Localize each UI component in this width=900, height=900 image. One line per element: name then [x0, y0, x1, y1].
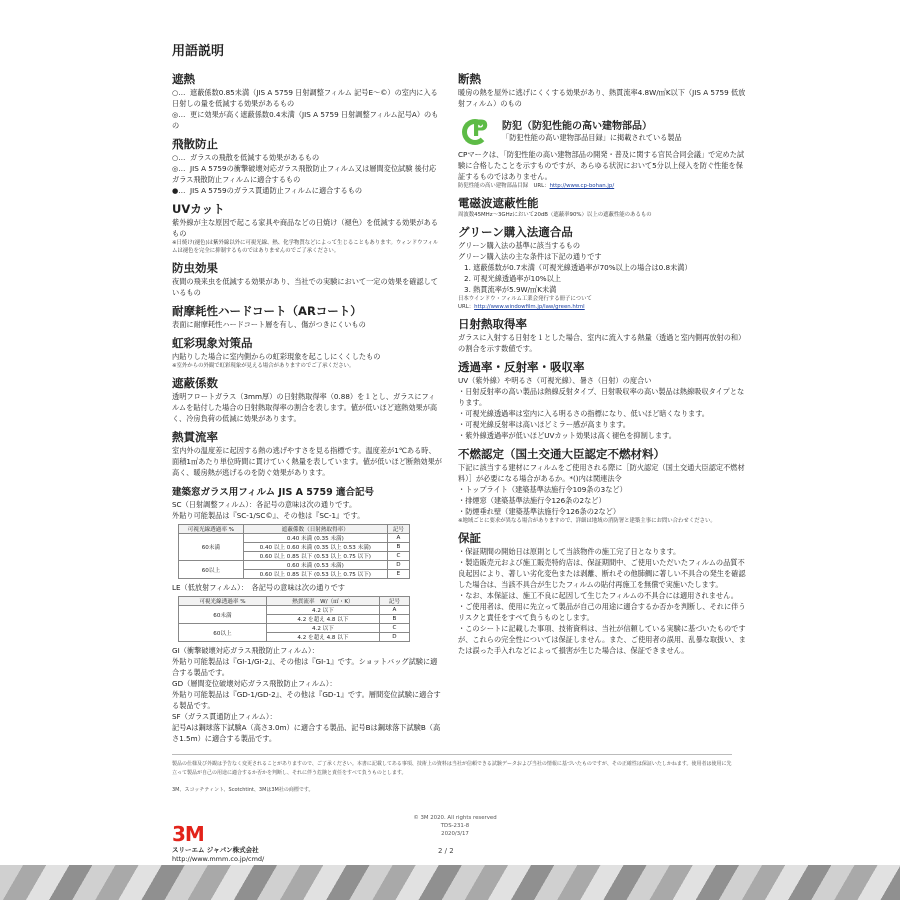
- table-cell: 60以上: [179, 624, 267, 642]
- section-title-green: グリーン購入法適合品: [458, 225, 573, 239]
- crime-url-link[interactable]: http://www.cp-bohan.jp/: [549, 183, 615, 189]
- table-header-row: [179, 597, 410, 606]
- sf-label: SF（ガラス貫通防止フィルム）：: [172, 712, 277, 721]
- page-title: 用語説明: [172, 44, 225, 59]
- page-number: 2 / 2: [438, 847, 454, 855]
- uv-text: 紫外線が主な原因で起こる家具や商品などの日焼け（褪色）を低減する効果があるもの: [172, 218, 438, 238]
- section-title-scatter: 飛散防止: [172, 137, 218, 151]
- trademark-text: 3M、スコッチティント、Scotchtint、3Mは3M社の商標です。: [172, 787, 314, 793]
- fireproof-item: ・排煙窓（建築基準法施行令126条の2など）: [458, 496, 606, 505]
- rainbow-note: ※室外からの外観で虹彩現象が見える場合がありますのでご了承ください。: [172, 363, 355, 369]
- company-block: [172, 846, 264, 864]
- section-title-fireproof: 不燃認定（国土交通大臣認定不燃材料）: [458, 447, 665, 461]
- warranty-line: ・ご使用者は、使用に先立って製品が自己の用途に適合するか否かを判断し、それに伴うリスクと責任をすべて負うものとします。: [458, 602, 746, 622]
- table-header-cell: 記号: [387, 525, 409, 534]
- doc-number: TDS-231-8: [440, 823, 470, 829]
- shading-item-1: ○… 遮蔽係数0.85未満（JIS A 5759 日射調整フィルム 記号E〜©）の室内に入る日射しの量を低減する効果があるもの: [172, 88, 438, 108]
- fireproof-note: ※地域ごとに要求が異なる場合がありますので、詳細は地域の消防署と建築主事にお問い合わせください。: [458, 518, 716, 524]
- brand-logo: 3M: [172, 822, 204, 846]
- section-title-emi: 電磁波遮蔽性能: [458, 196, 539, 210]
- shading-coef-text: 透明フロートガラス（3mm厚）の日射熱取得率（0.88）を１とし、ガラスにフィルムを貼付した場合の日射熱取得率の割合を表します。値が低いほど遮熱効果が高く、冷房負荷の低減に効果があります。: [172, 392, 438, 423]
- scatter-item-3: ●… JIS A 5759のガラス貫通防止フィルムに適合するもの: [172, 186, 363, 195]
- table-cell: 4.2 以下: [266, 606, 379, 615]
- trans-line: ・日射反射率の高い製品は熱線反射タイプ、日射吸収率の高い製品は熱線吸収タイプとなります。: [458, 387, 745, 407]
- gd-text: 外貼り可能製品は『GD-1/GD-2』、その他は『GD-1』です。層間変位試験に適合する製品です。: [172, 690, 441, 710]
- green-url-line: URL：http://www.windowfilm.jp/law/green.html: [458, 304, 585, 310]
- table-cell: A: [379, 606, 409, 615]
- decorative-band: [0, 865, 900, 900]
- copyright-text: © 3M 2020. All rights reserved: [413, 815, 497, 821]
- warranty-line: ・保証期間の開始日は原則として当該物件の施工完了日となります。: [458, 547, 681, 556]
- table-cell: 60未満: [179, 534, 244, 561]
- section-title-jis: 建築窓ガラス用フィルム JIS A 5759 適合記号: [172, 487, 375, 498]
- crime-url-line: 防犯性能の高い建物部品目録 URL：http://www.cp-bohan.jp/: [458, 183, 615, 189]
- green-line: グリーン購入法の基準に該当するもの: [458, 241, 581, 250]
- section-title-bug: 防虫効果: [172, 261, 218, 275]
- table-row: [179, 534, 410, 543]
- company-url[interactable]: http://www.mmm.co.jp/cmd/: [172, 855, 265, 863]
- right-column: [458, 66, 748, 656]
- trans-line: ・可視光線反射率は高いほどミラー感が高まります。: [458, 420, 630, 429]
- green-line: グリーン購入法の主な条件は下記の通りです: [458, 252, 602, 261]
- table-cell: C: [387, 552, 409, 561]
- gd-label: GD（層間変位破壊対応ガラス飛散防止フィルム）：: [172, 679, 337, 688]
- table-header-cell: 遮蔽係数（日射熱取得率）: [243, 525, 387, 534]
- table-row: [179, 561, 410, 570]
- warranty-line: ・なお、本保証は、施工不良に起因して生じたフィルムの不具合には適用されません。: [458, 591, 738, 600]
- table-header-cell: 可視光線透過率 %: [179, 525, 244, 534]
- le-intro: LE（低放射フィルム）： 各記号の意味は次の通りです: [172, 583, 345, 592]
- table-cell: D: [387, 561, 409, 570]
- table-cell: 0.40 未満 (0.35 未満): [243, 534, 387, 543]
- table-cell: D: [379, 633, 409, 642]
- green-line: 3. 熱貫流率が5.9W/㎡K未満: [464, 285, 557, 294]
- table-header-row: [179, 525, 410, 534]
- table-cell: 0.60 以上 0.85 以下 (0.53 以上 0.75 以下): [243, 570, 387, 579]
- sc-intro: SC（日射調整フィルム）：各記号の意味は次の通りです。: [172, 500, 357, 509]
- green-url-link[interactable]: http://www.windowfilm.jp/law/green.html: [474, 304, 585, 310]
- section-title-heat-flow: 熱貫流率: [172, 430, 218, 444]
- section-title-shading-coef: 遮蔽係数: [172, 376, 218, 390]
- section-title-shading: 遮熱: [172, 72, 195, 86]
- solar-gain-text: ガラスに入射する日射を１とした場合、室内に流入する熱量（透過と室内側再放射の和）の割合を示す数値です。: [458, 333, 746, 353]
- section-title-rainbow: 虹彩現象対策品: [172, 336, 253, 350]
- trans-line: UV（紫外線）や明るさ（可視光線）、暑さ（日射）の度合い: [458, 376, 652, 385]
- section-title-uv: UVカット: [172, 202, 225, 216]
- table-row: [179, 606, 410, 615]
- table-cell: 60未満: [179, 606, 267, 624]
- insulation-text: 暖房の熱を屋外に逃げにくくする効果があり、熱貫流率4.8W/㎡K以下（JIS A 5759 低放射フィルム）のもの: [458, 88, 746, 108]
- bug-text: 夜間の飛来虫を低減する効果があり、当社での実験において一定の効果を確認しているもの: [172, 277, 438, 297]
- table-cell: 4.2 を超え 4.8 以下: [266, 615, 379, 624]
- gi-label: GI（衝撃破壊対応ガラス飛散防止フィルム）：: [172, 646, 319, 655]
- section-title-solar-gain: 日射熱取得率: [458, 317, 527, 331]
- section-title-insulation: 断熱: [458, 72, 481, 86]
- scatter-item-2: ◎… JIS A 5759の衝撃破壊対応ガラス飛散防止フィルム又は層間変位試験 後付応ガラス飛散防止フィルムに適合するもの: [172, 164, 437, 184]
- table-cell: A: [387, 534, 409, 543]
- table-cell: 4.2 を超え 4.8 以下: [266, 633, 379, 642]
- trans-line: ・紫外線透過率が低いほどUVカット効果は高く褪色を抑制します。: [458, 431, 676, 440]
- company-name: スリーエム ジャパン株式会社: [172, 846, 259, 854]
- green-line: 日本ウインドウ・フィルム工業会発行する冊子について: [458, 296, 592, 302]
- scatter-item-1: ○… ガラスの飛散を低減する効果があるもの: [172, 153, 320, 162]
- section-title-crime: 防犯（防犯性能の高い建物部品）: [502, 121, 652, 132]
- divider: [172, 754, 732, 755]
- cp-mark-icon: P: [462, 117, 494, 149]
- trans-line: ・可視光線透過率は室内に入る明るさの指標になり、低いほど暗くなります。: [458, 409, 709, 418]
- crime-prevention-block: [458, 117, 748, 149]
- gi-text: 外貼り可能製品は『GI-1/GI-2』、その他は『GI-1』です。ショットバッグ試験に適合する製品です。: [172, 657, 438, 677]
- fireproof-item: ・トップライト（建築基準法施行令109条の3など）: [458, 485, 627, 494]
- shading-item-2: ◎… 更に効果が高く遮蔽係数0.4未満（JIS A 5759 日射調整フィルム記号A）のもの: [172, 110, 439, 130]
- table-header-cell: 熱貫流率 W/（㎡・K）: [266, 597, 379, 606]
- table-header-cell: 可視光線透過率 %: [179, 597, 267, 606]
- disclaimer-text: 製品の仕様及び外観は予告なく変更されることがありますので、ご了承ください。本書に記載してある事項、技術上の資料は当社が信頼できる試験データおよび当社の情報に基づいたものですが、その正確性は保証いたしかねます。使用者は使用に先立って製品が自己の用途に適合するか否かを判断し、それに伴う危険と責任をすべて負うものとします。: [172, 761, 732, 776]
- sc-table: [178, 524, 410, 579]
- sc-ext: 外貼り可能製品は『SC-1/SC©』、その他は『SC-1』です。: [172, 511, 365, 520]
- table-cell: B: [387, 543, 409, 552]
- section-title-warranty: 保証: [458, 531, 481, 545]
- heat-flow-text: 室内外の温度差に起因する熱の逃げやすさを見る指標です。温度差が1℃ある時、面積1㎡あたり単位時間に貫けていく熱量を表しています。値が低いほど断熱効果が高く、暖房熱が逃げるのを防ぐ効果があります。: [172, 446, 442, 477]
- table-header-cell: 記号: [379, 597, 409, 606]
- footer-disclaimer: [172, 760, 732, 795]
- table-cell: 0.40 以上 0.60 未満 (0.35 以上 0.53 未満): [243, 543, 387, 552]
- table-cell: 60以上: [179, 561, 244, 579]
- uv-note: ※日焼け(褪色)は紫外線以外に可視光線、熱、化学物質などによって生じることもあります。ウィンドウフィルムは褪色を完全に抑制するものではありませんのでご了承ください。: [172, 240, 439, 254]
- emi-text: 周波数45MHz〜3GHzにおいて20dB（遮蔽率90%）以上の遮蔽性能のあるもの: [458, 212, 652, 218]
- left-column: [172, 66, 442, 744]
- crime-sub: 「防犯性能の高い建物部品目録」に掲載されている製品: [502, 133, 682, 142]
- section-title-hardcoat: 耐摩耗性ハードコート（ARコート）: [172, 304, 362, 318]
- green-line: 2. 可視光線透過率が10%以上: [464, 274, 561, 283]
- section-title-trans: 透過率・反射率・吸収率: [458, 360, 585, 374]
- table-cell: 0.60 以上 0.85 以下 (0.53 以上 0.75 以下): [243, 552, 387, 561]
- doc-meta: [400, 814, 510, 838]
- table-row: [179, 624, 410, 633]
- fireproof-text: 下記に該当する建材にフィルムをご使用される際に［防火認定（国土交通大臣認定不燃材料）］が必要になる場合があるか。*()内は関連法令: [458, 463, 745, 483]
- le-table: [178, 596, 410, 642]
- sf-text: 記号Aは鋼球落下試験A（高さ3.0m）に適合する製品、記号Bは鋼球落下試験B（高さ1.5m）に適合する製品です。: [172, 723, 441, 743]
- table-cell: 0.60 未満 (0.53 未満): [243, 561, 387, 570]
- table-cell: B: [379, 615, 409, 624]
- table-cell: E: [387, 570, 409, 579]
- fireproof-item: ・防煙垂れ壁（建築基準法施行令126条の2など）: [458, 507, 621, 516]
- green-line: 1. 遮蔽係数が0.7未満（可視光線透過率が70%以上の場合は0.8未満）: [464, 263, 692, 272]
- table-cell: 4.2 以下: [266, 624, 379, 633]
- hardcoat-text: 表面に耐摩耗性ハードコート層を有し、傷がつきにくいもの: [172, 320, 366, 329]
- doc-date: 2020/3/17: [441, 831, 469, 837]
- warranty-line: ・製造販売元および施工販売特約店は、保証期間中、ご使用いただいたフィルムの品質不良起因により、著しい劣化変色または剥離、断れその他肺鯛に著しい不具合の発生を確認した場合は、当該不具合が生じたフィルムの貼付再施工を無償で実施いたします。: [458, 558, 746, 589]
- table-cell: C: [379, 624, 409, 633]
- crime-text: CPマークは、「防犯性能の高い建物部品の開発・普及に関する官民合同会議」で定めた試験に合格したことを示すものですが、あらゆる状況において5分以上侵入を防ぐ性能を保証するものではありません。: [458, 150, 745, 181]
- rainbow-text: 内貼りした場合に室内側からの虹彩現象を起こしにくくしたもの: [172, 352, 381, 361]
- warranty-line: ・このシートに記載した事項、技術資料は、当社が信頼している実験に基づいたものですが、これらの完全性については保証しません。また、ご使用者の誤用、乱暴な取扱い、または誤った手入れなどによって損害が生じた場合は、保証できません。: [458, 624, 746, 655]
